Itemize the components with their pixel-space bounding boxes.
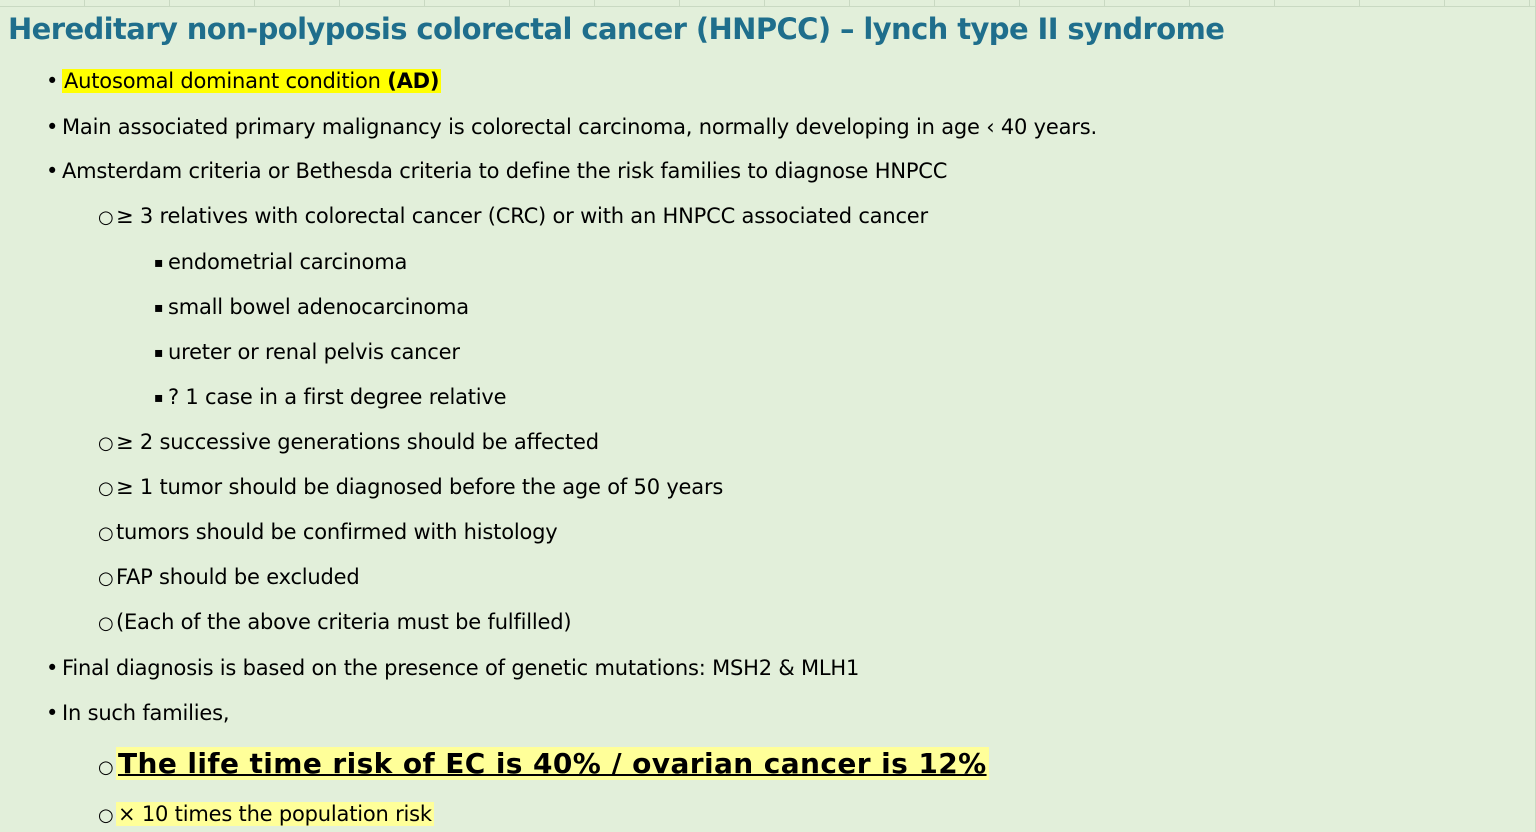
bullet-dot: •: [46, 115, 59, 139]
list-item: • Main associated primary malignancy is colorectal carcinoma, normally developing in age ‹ 40 years.: [46, 115, 1097, 139]
bullet-circle: ○: [98, 478, 114, 499]
list-item: [46, 67, 441, 95]
bullet-circle: ○: [98, 568, 114, 589]
bullet-circle: ○: [98, 757, 114, 778]
list-item: ○ (Each of the above criteria must be fulfilled): [98, 608, 571, 638]
bullet-dot: •: [46, 701, 59, 725]
bullet-circle: ○: [98, 207, 114, 228]
list-item: • Amsterdam criteria or Bethesda criteria to define the risk families to diagnose HNPCC: [46, 159, 948, 183]
highlighted-risk-statement: The life time risk of EC is 40% / ovarian cancer is 12%: [118, 747, 987, 780]
list-item: ○ ≥ 3 relatives with colorectal cancer (CRC) or with an HNPCC associated cancer: [98, 202, 928, 232]
list-item: • In such families,: [46, 701, 230, 725]
highlighted-text: Autosomal dominant condition (AD): [64, 69, 440, 93]
list-item: ▪ endometrial carcinoma: [154, 248, 407, 277]
bullet-dot: •: [46, 656, 59, 680]
list-item: ▪ ? 1 case in a first degree relative: [154, 383, 506, 412]
bullet-dot: •: [46, 69, 59, 93]
bullet-square: ▪: [154, 390, 164, 406]
bullet-circle: ○: [98, 805, 114, 826]
list-item: ▪ small bowel adenocarcinoma: [154, 293, 469, 322]
sheet-gridlines: [0, 0, 1536, 7]
list-item: • Final diagnosis is based on the presence of genetic mutations: MSH2 & MLH1: [46, 656, 860, 680]
bullet-square: ▪: [154, 255, 164, 271]
list-item: ▪ ureter or renal pelvis cancer: [154, 338, 460, 367]
bullet-dot: •: [46, 159, 59, 183]
list-item: [98, 800, 434, 830]
list-item: ○ tumors should be confirmed with histology: [98, 518, 558, 548]
list-item: ○ ≥ 2 successive generations should be affected: [98, 428, 599, 458]
list-item: ○ FAP should be excluded: [98, 563, 360, 593]
page-title: Hereditary non-polyposis colorectal cancer (HNPCC) – lynch type II syndrome: [8, 12, 1225, 46]
bullet-circle: ○: [98, 613, 114, 634]
bullet-circle: ○: [98, 523, 114, 544]
list-item: ○ ≥ 1 tumor should be diagnosed before the age of 50 years: [98, 473, 723, 503]
bullet-square: ▪: [154, 345, 164, 361]
list-item-emphasis: [98, 746, 989, 786]
bullet-circle: ○: [98, 433, 114, 454]
highlighted-text: × 10 times the population risk: [118, 802, 432, 826]
bullet-square: ▪: [154, 300, 164, 316]
